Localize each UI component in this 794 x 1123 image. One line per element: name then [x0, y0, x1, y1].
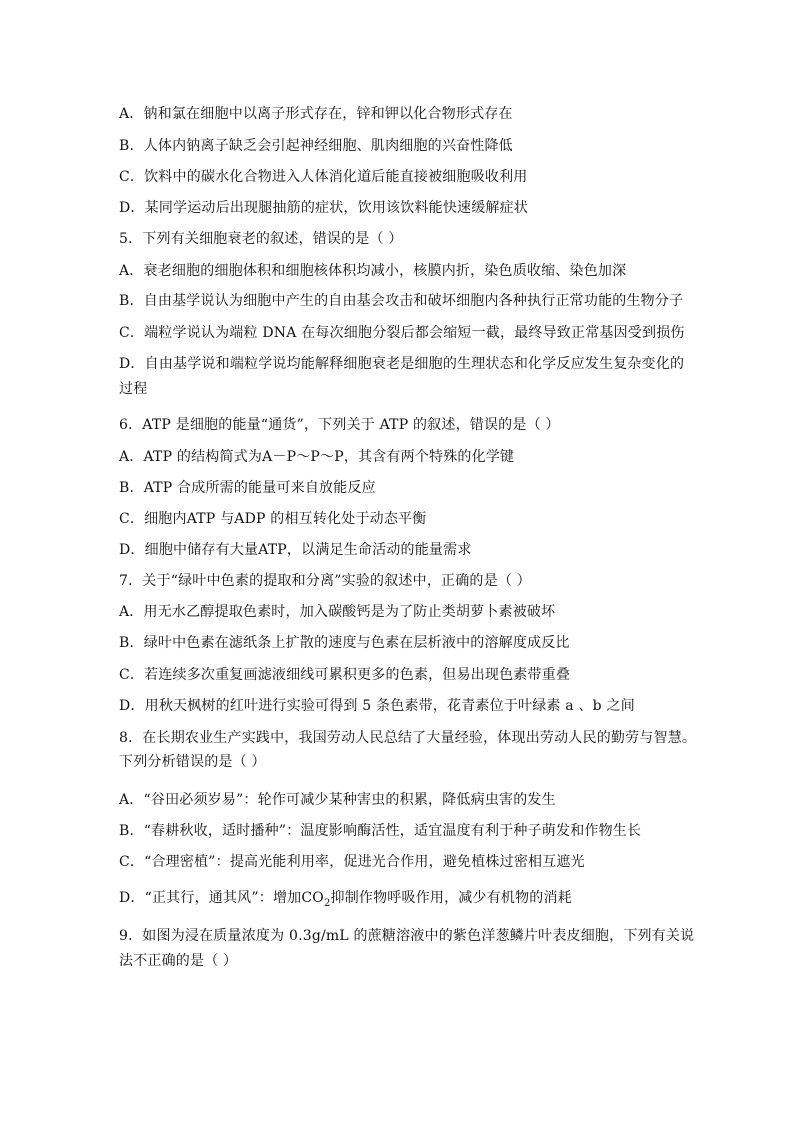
q7-option-b: B．绿叶中色素在滤纸条上扩散的速度与色素在层析液中的溶解度成反比 — [119, 635, 570, 651]
q4-option-d: D．某同学运动后出现腿抽筋的症状，饮用该饮料能快速缓解症状 — [119, 200, 529, 216]
q4-option-a: A．钠和氯在细胞中以离子形式存在，锌和钾以化合物形式存在 — [119, 106, 513, 122]
q8-option-a: A．“谷田必须岁易”：轮作可减少某种害虫的积累，降低病虫害的发生 — [119, 792, 556, 808]
co2-subscript: 2 — [323, 897, 331, 909]
q6-option-d: D．细胞中储存有大量ATP，以满足生命活动的能量需求 — [119, 542, 472, 558]
q8-option-d — [119, 889, 572, 907]
q8-option-b: B．“春耕秋收，适时播种”：温度影响酶活性，适宜温度有利于种子萌发和作物生长 — [119, 823, 642, 839]
q5-option-d-continued: 过程 — [119, 381, 148, 397]
q7-option-c: C．若连续多次重复画滤液细线可累积更多的色素，但易出现色素带重叠 — [119, 667, 571, 683]
q8-option-d-text-start: D．“正其行，通其风”：增加CO — [119, 890, 324, 906]
q7-option-a: A．用无水乙醇提取色素时，加入碳酸钙是为了防止类胡萝卜素被破坏 — [119, 604, 556, 620]
q7-option-d: D．用秋天枫树的红叶进行实验可得到 5 条色素带，花青素位于叶绿素 a 、b 之间 — [119, 698, 635, 714]
q8-stem-continued: 下列分析错误的是（ ） — [119, 754, 266, 770]
q4-option-c: C．饮料中的碳水化合物进入人体消化道后能直接被细胞吸收利用 — [119, 169, 528, 185]
q9-stem: 9．如图为浸在质量浓度为 0.3g/mL 的蔗糖溶液中的紫色洋葱鳞片叶表皮细胞，下列有关说 — [119, 928, 695, 944]
q5-option-a: A．衰老细胞的细胞体积和细胞核体积均减小，核膜内折，染色质收缩、染色加深 — [119, 263, 627, 279]
q9-stem-continued: 法不正确的是（ ） — [119, 953, 238, 969]
q6-stem: 6．ATP 是细胞的能量“通货”，下列关于 ATP 的叙述，错误的是（ ） — [119, 417, 560, 433]
q5-option-c: C．端粒学说认为端粒 DNA 在每次细胞分裂后都会缩短一截，最终导致正常基因受到损伤 — [119, 325, 685, 341]
q5-option-d: D．自由基学说和端粒学说均能解释细胞衰老是细胞的生理状态和化学反应发生复杂变化的 — [119, 356, 685, 372]
q4-option-b: B．人体内钠离子缺乏会引起神经细胞、肌肉细胞的兴奋性降低 — [119, 138, 513, 154]
q8-option-d-text-end: 抑制作物呼吸作用，减少有机物的消耗 — [330, 890, 572, 906]
q6-option-c: C．细胞内ATP 与ADP 的相互转化处于动态平衡 — [119, 511, 427, 527]
q6-option-b: B．ATP 合成所需的能量可来自放能反应 — [119, 480, 376, 496]
q6-option-a: A．ATP 的结构简式为A－P～P～P，其含有两个特殊的化学键 — [119, 449, 515, 465]
q8-option-c: C．“合理密植”：提高光能利用率，促进光合作用，避免植株过密相互遮光 — [119, 854, 585, 870]
q5-option-b: B．自由基学说认为细胞中产生的自由基会攻击和破坏细胞内各种执行正常功能的生物分子 — [119, 293, 684, 309]
q5-stem: 5．下列有关细胞衰老的叙述，错误的是（ ） — [119, 231, 403, 247]
q8-stem: 8．在长期农业生产实践中，我国劳动人民总结了大量经验，体现出劳动人民的勤劳与智慧。 — [119, 730, 697, 746]
q7-stem: 7．关于“绿叶中色素的提取和分离”实验的叙述中，正确的是（ ） — [119, 573, 531, 589]
